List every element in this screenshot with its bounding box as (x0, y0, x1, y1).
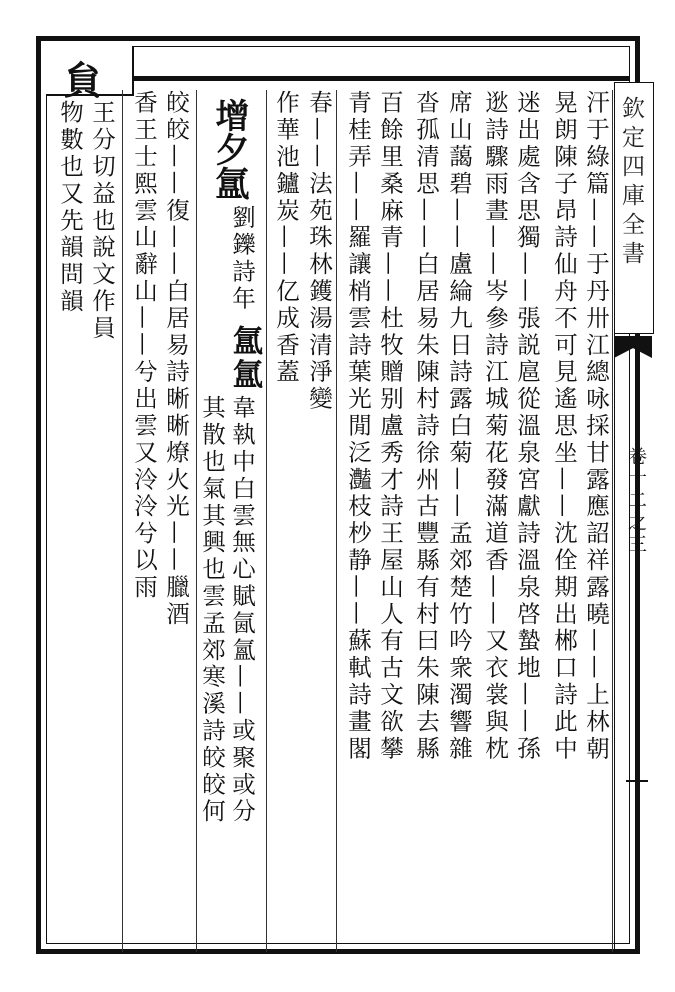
headword-text: 增夕氲 (209, 98, 249, 200)
header-rule (132, 76, 630, 81)
entry-headword (205, 98, 254, 200)
text-column: 百餘里桑麻青——杜牧贈别盧秀才詩王屋山人有古文欲攀 (376, 90, 404, 763)
text-column: 迷出處含思獨——張説扈從溫泉宮獻詩溫泉啓蟄地——孫 (513, 90, 541, 763)
text-column: 汗于綠篇——于丹卅江總咏採甘露應詔祥露曉——上林朝 (582, 90, 610, 763)
column-rule (336, 90, 337, 952)
text-column: 物數也又先韻問韻 (56, 100, 84, 316)
column-rule (196, 90, 197, 952)
entry-subtext: 劉鑠詩年 (228, 205, 256, 313)
column-rule (612, 90, 613, 952)
text-column: 皎皎——復——白居易詩晰晰燎火光——臘酒 (162, 90, 190, 628)
text-column: 席山藹碧——盧綸九日詩露白菊——孟郊楚竹吟衆濁響雜 (445, 90, 473, 763)
column-rule (266, 90, 267, 952)
entry-headword-2: 氲氲 (227, 325, 262, 392)
text-column: 晃朗陳子昂詩仙舟不可見遙思坐——沈佺期出郴口詩此中 (550, 90, 578, 763)
text-column: 作華池鑪炭——亿成香蓋 (272, 90, 300, 386)
text-column: 其散也氣其興也雲孟郊寒溪詩皎皎何 (198, 395, 226, 826)
running-title: 欽定四庫全書 (618, 96, 644, 270)
rhyme-character: 貟 (64, 58, 103, 103)
text-column: 香王士熙雲山辭山——兮出雲又泠泠兮以雨 (130, 90, 158, 602)
page-number (626, 780, 648, 782)
text-column: 青桂弄——羅讓梢雲詩葉光閒泛灎枝杪静——蘇軾詩畫閣 (344, 90, 372, 763)
text-column: 春——法苑珠林鑊湯清淨變 (305, 90, 333, 413)
text-column: 逖詩驟雨晝——岑參詩江城菊花發滿道香——又衣裳與枕 (481, 90, 509, 763)
text-column: 沓孤清思——白居易朱陳村詩徐州古豐縣有村曰朱陳去縣 (412, 90, 440, 763)
text-column: 韋執中白雲無心賦氤氳——或聚或分 (228, 395, 256, 826)
text-column: 王分切益也說文作員 (88, 100, 116, 343)
column-rule (122, 90, 123, 952)
volume-label: 卷十二之三 (625, 446, 647, 556)
